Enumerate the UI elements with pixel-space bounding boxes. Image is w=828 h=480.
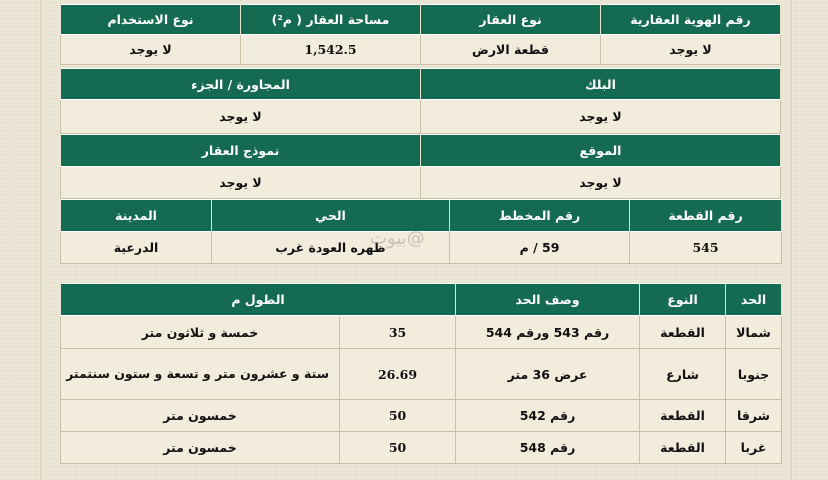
bound-length-text: خمسة و ثلاثون متر [61, 316, 340, 349]
property-info-table [60, 4, 781, 65]
header-property-model: نموذج العقار [61, 135, 421, 167]
location-table [60, 134, 781, 199]
bound-description: رقم 548 [456, 432, 640, 464]
value-property-model: لا يوجد [61, 167, 421, 199]
bound-type: القطعة [640, 432, 726, 464]
table-row [61, 316, 782, 349]
table-row [61, 400, 782, 432]
header-bound-side: الحد [726, 284, 782, 316]
bound-length-number: 50 [340, 400, 456, 432]
watermark: بيوت@ [370, 228, 425, 249]
header-bound-type: النوع [640, 284, 726, 316]
value-property-id: لا يوجد [601, 35, 781, 65]
value-city: الدرعية [61, 232, 212, 264]
bound-length-number: 26.69 [340, 349, 456, 400]
bound-side: شمالا [726, 316, 782, 349]
bound-description: رقم 542 [456, 400, 640, 432]
header-bound-length: الطول م [61, 284, 456, 316]
value-neighborhood-part: لا يوجد [61, 100, 421, 134]
value-block: لا يوجد [421, 100, 781, 134]
header-location: الموقع [421, 135, 781, 167]
bound-length-number: 50 [340, 432, 456, 464]
header-plot-number: رقم القطعة [630, 200, 782, 232]
bound-length-text: خمسون متر [61, 432, 340, 464]
value-location: لا يوجد [421, 167, 781, 199]
value-usage-type: لا يوجد [61, 35, 241, 65]
header-city: المدينة [61, 200, 212, 232]
bound-side: غربا [726, 432, 782, 464]
header-neighborhood-part: المجاورة / الجزء [61, 69, 421, 100]
value-scheme-number: 59 / م [450, 232, 630, 264]
bound-type: القطعة [640, 400, 726, 432]
bound-description: عرض 36 متر [456, 349, 640, 400]
bound-side: شرقا [726, 400, 782, 432]
bound-description: رقم 543 ورقم 544 [456, 316, 640, 349]
bound-length-number: 35 [340, 316, 456, 349]
bound-length-text: خمسون متر [61, 400, 340, 432]
header-scheme-number: رقم المخطط [450, 200, 630, 232]
table-row [61, 349, 782, 400]
header-bound-description: وصف الحد [456, 284, 640, 316]
block-table [60, 68, 781, 134]
header-property-area: مساحة العقار ( م²) [241, 5, 421, 35]
header-property-type: نوع العقار [421, 5, 601, 35]
bound-type: القطعة [640, 316, 726, 349]
header-district: الحي [212, 200, 450, 232]
bounds-table [60, 283, 782, 464]
bound-type: شارع [640, 349, 726, 400]
value-plot-number: 545 [630, 232, 782, 264]
value-district: ظهره العودة غرب [212, 232, 450, 264]
header-block: البلك [421, 69, 781, 100]
value-property-area: 1,542.5 [241, 35, 421, 65]
header-usage-type: نوع الاستخدام [61, 5, 241, 35]
value-property-type: قطعة الارض [421, 35, 601, 65]
table-row [61, 432, 782, 464]
header-property-id: رقم الهوية العقارية [601, 5, 781, 35]
bound-side: جنوبا [726, 349, 782, 400]
bound-length-text: ستة و عشرون متر و تسعة و ستون سنتمتر [61, 349, 340, 400]
